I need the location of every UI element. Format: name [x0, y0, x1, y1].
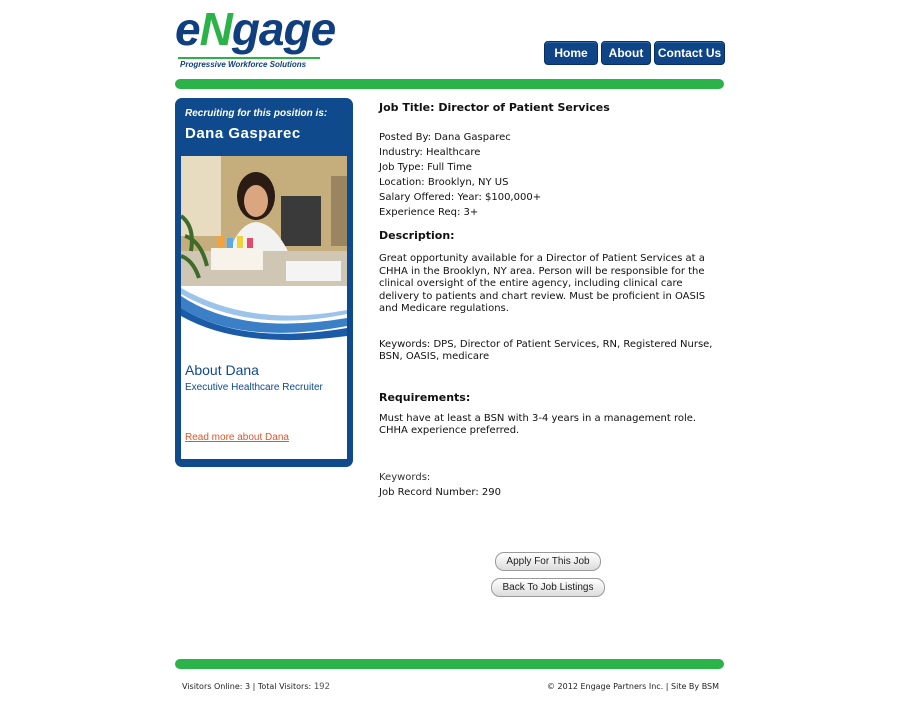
- recruiter-heading: Recruiting for this position is:: [185, 108, 328, 119]
- about-title: About Dana: [185, 362, 259, 378]
- visitor-counter: [182, 682, 330, 692]
- visitors-label: Visitors Online: 3 | Total Visitors:: [182, 682, 314, 691]
- nav-about-button[interactable]: About: [601, 41, 651, 65]
- detail-industry: Industry: Healthcare: [379, 147, 481, 158]
- job-title: Job Title: Director of Patient Services: [379, 101, 610, 114]
- requirements-heading: Requirements:: [379, 390, 471, 404]
- recruiter-panel: [175, 98, 353, 467]
- recruiter-photo: [181, 156, 347, 286]
- recruiter-photo-image: [181, 156, 347, 286]
- requirements-text: Must have at least a BSN with 3-4 years in a management role. CHHA experience preferred.: [379, 412, 697, 436]
- recruiter-name: Dana Gasparec: [185, 125, 301, 142]
- copyright-text: © 2012 Engage Partners Inc. | Site By BSM: [547, 682, 720, 691]
- keywords-label: Keywords:: [379, 471, 431, 483]
- back-to-listings-button[interactable]: Back To Job Listings: [491, 578, 605, 597]
- footer-green-bar: [175, 659, 724, 669]
- apply-button[interactable]: Apply For This Job: [495, 552, 601, 571]
- engage-logo[interactable]: [174, 3, 336, 72]
- detail-location: Location: Brooklyn, NY US: [379, 177, 509, 188]
- detail-experience: Experience Req: 3+: [379, 207, 479, 218]
- description-text: Great opportunity available for a Director of Patient Services at a CHHA in the Brooklyn, NY area. Person will be responsible for the clinical oversight of the entire agency, including clinical care delivery to patients and chart review. Must be proficient in OASIS and Medicare regulations.: [379, 253, 706, 314]
- job-details: [379, 100, 724, 500]
- description-keywords: Keywords: DPS, Director of Patient Services, RN, Registered Nurse, BSN, OASIS, medicare: [379, 338, 713, 362]
- logo-underline: [178, 57, 320, 59]
- recruiter-role: Executive Healthcare Recruiter: [185, 382, 323, 393]
- header-green-bar: [175, 79, 724, 89]
- description-heading: Description:: [379, 229, 455, 242]
- job-record-number: Job Record Number: 290: [379, 486, 501, 498]
- logo-tagline: Progressive Workforce Solutions: [180, 60, 307, 69]
- swoosh-graphic: [181, 286, 347, 346]
- detail-posted-by: Posted By: Dana Gasparec: [379, 132, 511, 143]
- nav-contact-button[interactable]: Contact Us: [654, 41, 725, 65]
- detail-salary: Salary Offered: Year: $100,000+: [379, 192, 542, 203]
- nav-home-button[interactable]: Home: [544, 41, 598, 65]
- read-more-link[interactable]: Read more about Dana: [185, 432, 289, 443]
- visitors-count: 192: [313, 682, 330, 692]
- logo-wordmark: eNgage: [175, 3, 336, 55]
- detail-job-type: Job Type: Full Time: [379, 162, 472, 173]
